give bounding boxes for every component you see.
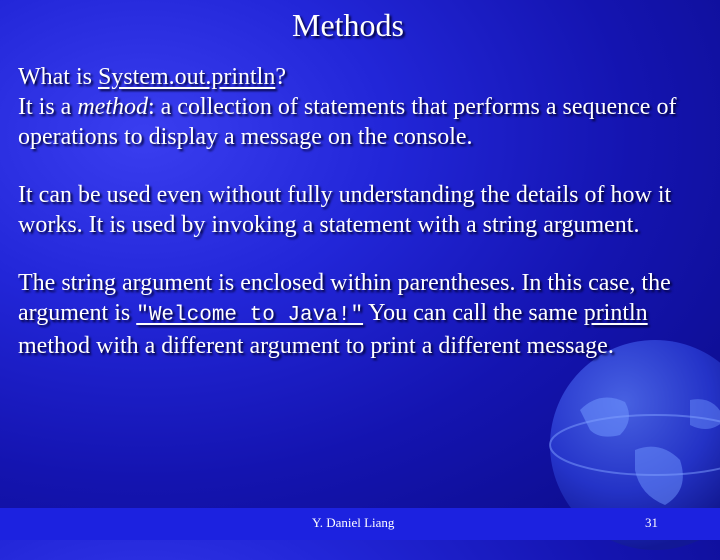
- slide-body: [18, 62, 708, 361]
- question-prefix: What is: [18, 64, 98, 90]
- p1-start: It is a: [18, 94, 78, 120]
- question-line: [18, 62, 708, 92]
- welcome-string: "Welcome to Java!": [136, 304, 364, 327]
- method-term: method: [77, 94, 148, 120]
- paragraph-2: It can be used even without fully understanding the details of how it works. It is used by invoking a statement with a string argument.: [18, 182, 672, 238]
- spacer: [18, 152, 708, 180]
- p3-start: The string argument is enclosed within parentheses. In this case, the argument is: [18, 270, 671, 326]
- page-number: 31: [645, 515, 658, 530]
- println-term: System.out.println: [97, 64, 276, 90]
- slide-title: Methods: [292, 7, 404, 43]
- p3-mid: You can call the same: [363, 300, 584, 326]
- question-suffix: ?: [275, 64, 286, 90]
- paragraph-3: [18, 268, 708, 361]
- p1-rest: : a collection of statements that performs a sequence of operations to display a message on the console.: [18, 94, 677, 150]
- spacer: [18, 240, 708, 268]
- footer-author: Y. Daniel Liang: [312, 515, 395, 530]
- p3-end: method with a different argument to print a different message.: [18, 333, 614, 359]
- println-method: println: [583, 300, 648, 326]
- paragraph-1: [18, 92, 708, 152]
